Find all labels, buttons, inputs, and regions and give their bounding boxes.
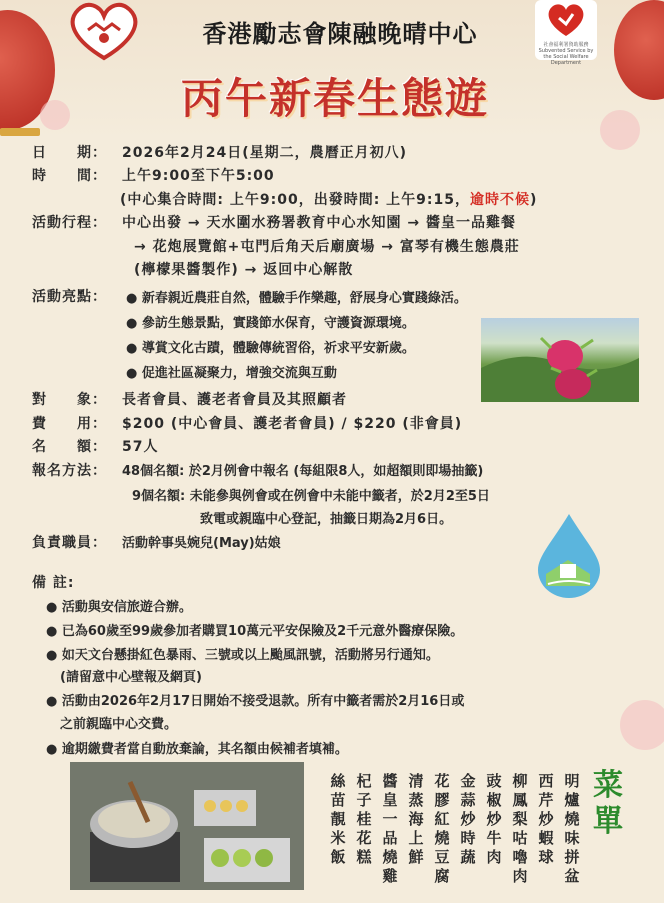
blossom [40, 100, 70, 130]
remark-item: ● 活動與安信旅遊合辦。 [46, 600, 192, 615]
remarks-title: 備 註: [32, 575, 75, 591]
target-value: 長者會員、護老者會員及其照顧者 [122, 392, 347, 408]
swd-heart-icon [535, 0, 597, 40]
highlight-label: 活動亮點： [32, 289, 107, 305]
quota-value: 57人 [122, 439, 159, 455]
remark-item-note: (請留意中心壁報及網頁) [60, 670, 202, 685]
route-label: 活動行程： [32, 215, 107, 231]
late-warning: 逾時不候 [470, 192, 530, 208]
remark-item: ● 如天文台懸掛紅色暴雨、三號或以上颱風訊號，活動將另行通知。 [46, 648, 439, 663]
highlight-item: ● 促進社區凝聚力，增強交流與互動 [126, 366, 337, 381]
event-title: 丙午新春生態遊 [180, 74, 489, 123]
fee-value: $200 (中心會員、護老者會員) / $220 (非會員) [122, 416, 463, 432]
org-name: 香港勵志會陳融晚晴中心 [202, 20, 478, 48]
swd-caption: 社會福利署資助服務 Subvented Service by the Social Welfare Department [538, 42, 594, 66]
menu-dish: 西芹炒蝦球 [538, 772, 554, 866]
org-logo-icon [64, 0, 144, 62]
signup-line-3: 致電或親臨中心登記，抽籤日期為2月6日。 [200, 512, 453, 527]
route-line-2: → 花炮展覽館+屯門后角天后廟廣場 → 富琴有機生態農莊 [134, 239, 520, 255]
menu-dish: 絲苗靚米飯 [330, 772, 346, 866]
remark-item: ● 已為60歲至99歲參加者購買10萬元平安保險及2千元意外醫療保險。 [46, 624, 464, 639]
highlight-item: ● 導賞文化古蹟，體驗傳統習俗，祈求平安新歲。 [126, 341, 415, 356]
lantern-cap [0, 128, 40, 136]
dragon-fruit-photo [481, 318, 639, 402]
route-line-3: (檸檬果醬製作) → 返回中心解散 [134, 262, 354, 278]
jam-making-photo [70, 762, 304, 890]
date-value: 2026年2月24日(星期二，農曆正月初八) [122, 145, 407, 161]
remark-item: ● 活動由2026年2月17日開始不接受退款。所有中籤者需於2月16日或 [46, 694, 465, 709]
route-line-1: 中心出發 → 天水圍水務署教育中心水知園 → 醬皇一品雞餐 [122, 215, 516, 231]
menu-dish: 杞子桂花糕 [356, 772, 372, 866]
fee-label: 費 用： [32, 416, 107, 432]
signup-label: 報名方法： [32, 463, 107, 479]
remark-item: ● 逾期繳費者當自動放棄論，其名額由候補者填補。 [46, 742, 348, 757]
menu-dish: 柳鳳梨咕嚕肉 [512, 772, 528, 885]
quota-label: 名 額： [32, 439, 107, 455]
menu-dish: 清蒸海上鮮 [408, 772, 424, 866]
staff-label: 負責職員： [32, 535, 107, 551]
menu-dish: 豉椒炒牛肉 [486, 772, 502, 866]
signup-line-1: 48個名額: 於2月例會中報名 (每組限8人，如超額則即場抽籤) [122, 464, 484, 479]
cooking-icon [70, 762, 304, 890]
menu-dish: 醬皇一品燒雞 [382, 772, 398, 885]
blossom [620, 700, 664, 750]
staff-value: 活動幹事吳婉兒(May)姑娘 [122, 536, 281, 551]
menu-title: 菜單 [593, 768, 623, 839]
time-value: 上午9:00至下午5:00 [122, 168, 275, 184]
dragon-fruit-icon [481, 318, 639, 402]
remark-item-cont: 之前親臨中心交費。 [60, 717, 178, 732]
time-note-text: (中心集合時間: 上午9:00，出發時間: 上午9:15， [120, 192, 470, 208]
time-label: 時 間： [32, 168, 107, 184]
menu-dish: 花膠紅燒豆腐 [434, 772, 450, 885]
highlight-item: ● 新春親近農莊自然，體驗手作樂趣，舒展身心實踐綠活。 [126, 291, 467, 306]
menu-dish: 明爐燒味拼盆 [564, 772, 580, 885]
signup-line-2: 9個名額: 未能參與例會或在例會中未能中籤者，於2月2至5日 [132, 489, 490, 504]
menu-dish: 金蒜炒時蔬 [460, 772, 476, 866]
highlight-item: ● 參訪生態景點，實踐節水保育，守護資源環境。 [126, 316, 415, 331]
time-note-end: ) [530, 192, 538, 208]
water-drop-icon [532, 512, 606, 598]
date-label: 日 期： [32, 145, 107, 161]
target-label: 對 象： [32, 392, 107, 408]
blossom [600, 110, 640, 150]
time-note [120, 189, 537, 209]
